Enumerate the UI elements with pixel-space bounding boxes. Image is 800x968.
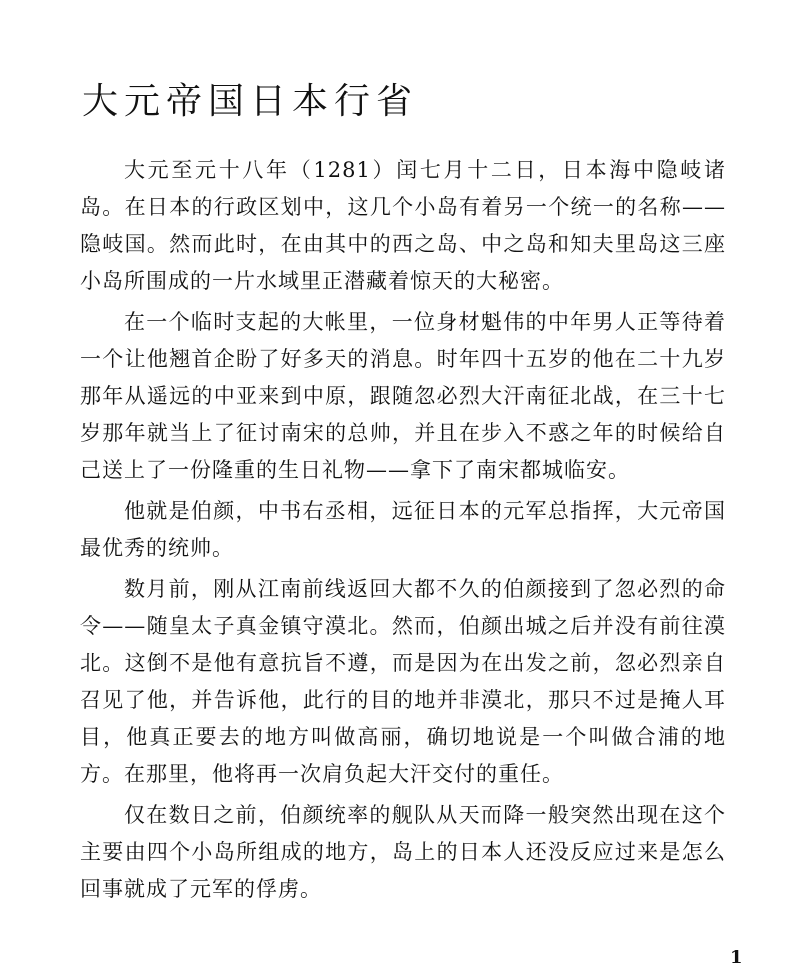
paragraph-1: 大元至元十八年（1281）闰七月十二日，日本海中隐岐诸岛。在日本的行政区划中，这几个小岛有着另一个统一的名称——隐岐国。然而此时，在由其中的西之岛、中之岛和知夫里岛这三座小岛所围成的一片水域里正潜藏着惊天的大秘密。: [80, 158, 726, 293]
page-number: 1: [730, 947, 743, 968]
paragraph-5: 仅在数日之前，伯颜统率的舰队从天而降一般突然出现在这个主要由四个小岛所组成的地方，岛上的日本人还没反应过来是怎么回事就成了元军的俘虏。: [80, 803, 726, 901]
body-text: [80, 152, 726, 912]
paragraph-4: 数月前，刚从江南前线返回大都不久的伯颜接到了忽必烈的命令——随皇太子真金镇守漠北。然而，伯颜出城之后并没有前往漠北。这倒不是他有意抗旨不遵，而是因为在出发之前，忽必烈亲自召见了他，并告诉他，此行的目的地并非漠北，那只不过是掩人耳目，他真正要去的地方叫做高丽，确切地说是一个叫做合浦的地方。在那里，他将再一次肩负起大汗交付的重任。: [80, 577, 726, 786]
chapter-title: 大元帝国日本行省: [82, 81, 419, 122]
paragraph-2: 在一个临时支起的大帐里，一位身材魁伟的中年男人正等待着一个让他翘首企盼了好多天的消息。时年四十五岁的他在二十九岁那年从遥远的中亚来到中原，跟随忽必烈大汗南征北战，在三十七岁那年就当上了征讨南宋的总帅，并且在步入不惑之年的时候给自己送上了一份隆重的生日礼物——拿下了南宋都城临安。: [80, 310, 726, 482]
paragraph-3: 他就是伯颜，中书右丞相，远征日本的元军总指挥，大元帝国最优秀的统帅。: [80, 499, 726, 560]
